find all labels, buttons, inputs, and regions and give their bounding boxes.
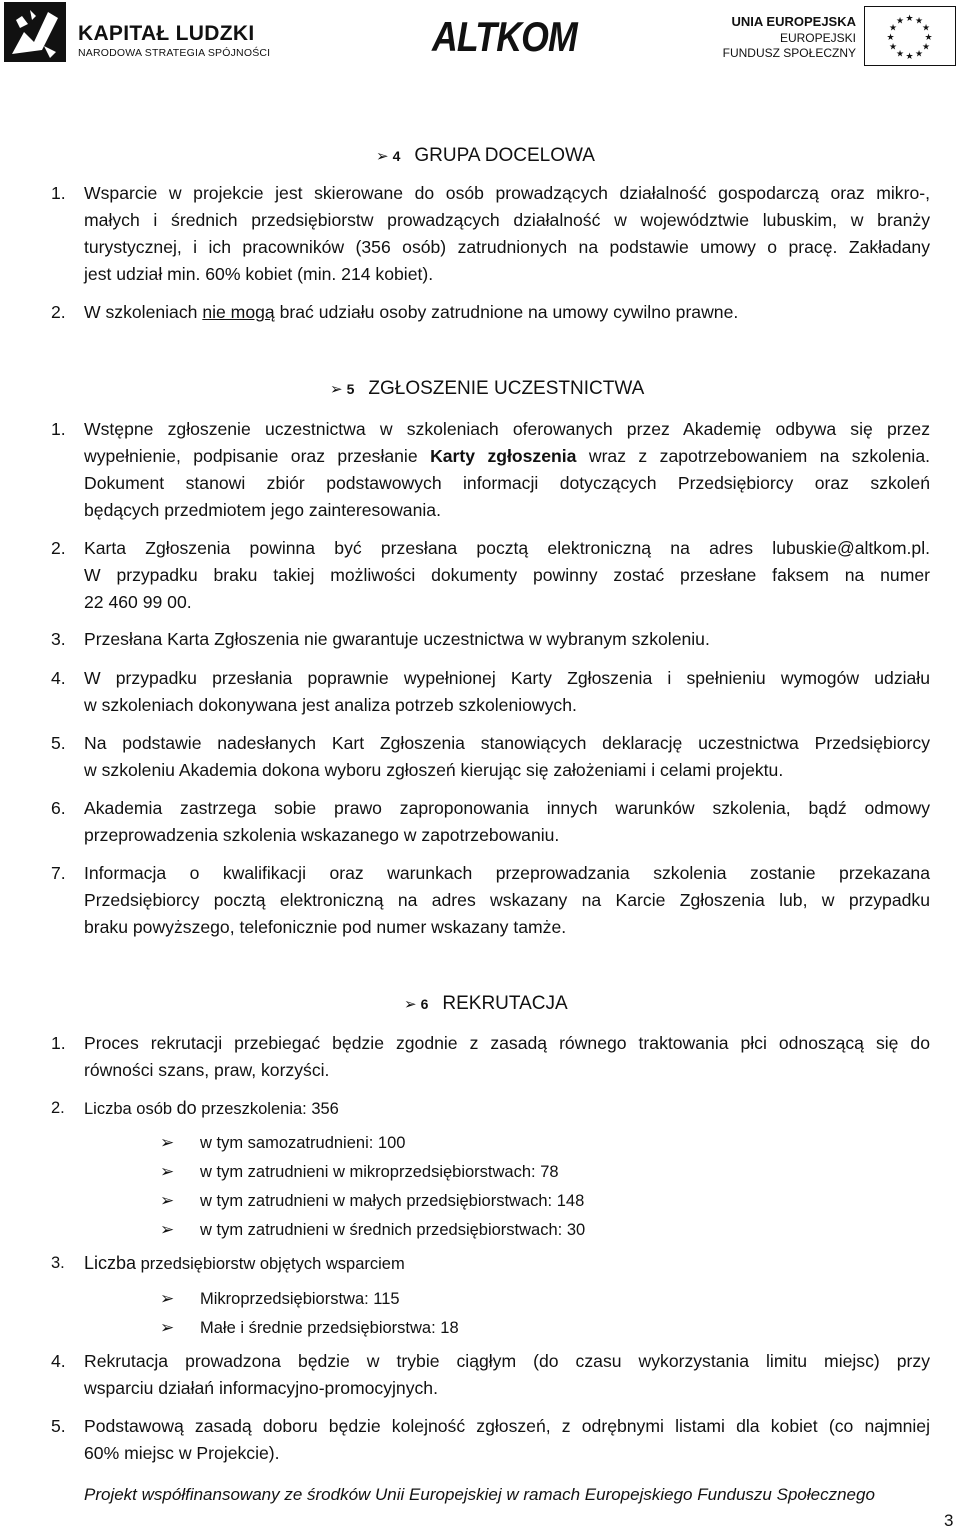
section-bullet-icon: ➢: [404, 996, 417, 1013]
paragraph-line: W przypadku braku takiej możliwości dokumenty powinny zostać przesłane faksem na numer: [84, 565, 930, 585]
list-item: Mikroprzedsiębiorstwa: 115: [200, 1290, 400, 1308]
list-item: w tym zatrudnieni w mikroprzedsiębiorstwach: 78: [200, 1163, 559, 1181]
paragraph-line: [84, 1095, 339, 1122]
paragraph-line: będących przedmiotem jego zainteresowania.: [84, 500, 441, 520]
paragraph-line: jest udział min. 60% kobiet (min. 214 kobiet).: [84, 264, 434, 284]
list-item: w tym zatrudnieni w małych przedsiębiorstwach: 148: [200, 1192, 585, 1210]
section-title: REKRUTACJA: [442, 993, 568, 1014]
text-run: wypełnienie, podpisanie oraz przesłanie: [84, 446, 431, 466]
arrow-bullet-icon: ➢: [160, 1289, 175, 1308]
text-run: W szkoleniach: [84, 302, 203, 322]
page-footer: Projekt współfinansowany ze środków Unii Europejskiej w ramach Europejskiego Funduszu Społecznego: [84, 1485, 875, 1504]
list-number: 2.: [51, 1099, 65, 1117]
paragraph-line: Informacja o kwalifikacji oraz warunkach przeprowadzania szkolenia zostanie przekazana: [84, 863, 930, 883]
section-number: 5: [346, 381, 355, 397]
eu-flag-icon: [864, 6, 956, 66]
paragraph-line: braku powyższego, telefonicznie pod numer wskazany tamże.: [84, 917, 567, 937]
paragraph-line: Dokument stanowi zbiór podstawowych informacji dotyczących Przedsiębiorcy oraz szkoleń: [84, 473, 930, 493]
eu-logo-line2: EUROPEJSKI: [779, 31, 856, 45]
list-item: w tym samozatrudnieni: 100: [200, 1134, 406, 1152]
text-run: do: [176, 1098, 197, 1118]
paragraph-line: Akademia zastrzega sobie prawo zaproponowania innych warunków szkolenia, bądź odmowy: [84, 798, 930, 818]
paragraph-line: Wsparcie w projekcie jest skierowane do osób prowadzących działalność gospodarczą oraz mikro-,: [84, 183, 930, 203]
altkom-logo: [432, 12, 577, 62]
text-run: brać udziału osoby zatrudnione na umowy cywilno prawne.: [274, 302, 739, 322]
arrow-bullet-icon: ➢: [160, 1162, 175, 1181]
paragraph-line: Proces rekrutacji przebiegać będzie zgodnie z zasadą równego traktowania płci odnoszącą się do: [84, 1033, 930, 1053]
text-run: Liczba osób: [84, 1100, 177, 1118]
eu-logo: [722, 6, 956, 66]
list-number: 1.: [51, 419, 66, 439]
arrow-bullet-icon: ➢: [160, 1318, 175, 1337]
svg-text:★: ★: [914, 49, 924, 60]
section-number: 6: [420, 996, 429, 1012]
arrow-bullet-icon: ➢: [160, 1191, 175, 1210]
paragraph-line: Podstawową zasadą doboru będzie kolejność zgłoszeń, z odrębnymi listami dla kobiet (co najmniej: [84, 1416, 930, 1436]
list-number: 4.: [51, 1351, 66, 1371]
paragraph-line: Przedsiębiorcy pocztą elektroniczną na adres wskazany na Karcie Zgłoszenia lub, w przypadku: [84, 890, 930, 910]
svg-text:★: ★: [921, 23, 931, 34]
list-number: 5.: [51, 1416, 66, 1436]
section-bullet-icon: ➢: [376, 148, 389, 165]
svg-text:★: ★: [914, 16, 924, 27]
svg-text:★: ★: [895, 49, 905, 60]
svg-text:★: ★: [905, 14, 914, 24]
section-6-heading: [404, 991, 568, 1018]
svg-text:★: ★: [888, 23, 898, 34]
section-5-heading: [330, 376, 644, 403]
paragraph-line: [84, 299, 738, 325]
paragraph-line: [84, 1250, 405, 1277]
section-number: 4: [392, 148, 401, 164]
text-run: przeszkolenia: 356: [196, 1100, 339, 1118]
list-item: w tym zatrudnieni w średnich przedsiębiorstwach: 30: [200, 1221, 586, 1239]
list-number: 6.: [51, 798, 66, 818]
list-number: 1.: [51, 1033, 66, 1053]
paragraph-line: Wstępne zgłoszenie uczestnictwa w szkoleniach oferowanych przez Akademię odbywa się przez: [84, 419, 930, 439]
paragraph-line: Rekrutacja prowadzona będzie w trybie ciągłym (do czasu wykorzystania limitu miejsc) przy: [84, 1351, 930, 1371]
list-number: 7.: [51, 863, 66, 883]
eu-logo-line3: FUNDUSZ SPOŁECZNY: [722, 46, 856, 60]
section-title: ZGŁOSZENIE UCZESTNICTWA: [368, 378, 645, 399]
list-number: 1.: [51, 183, 66, 203]
paragraph-line: w szkoleniu Akademia dokona wyboru zgłoszeń kierując się założeniami i celami projektu.: [84, 760, 784, 780]
paragraph-line: w szkoleniach dokonywana jest analiza potrzeb szkoleniowych.: [84, 695, 577, 715]
kapital-ludzki-emblem-icon: [4, 2, 66, 62]
svg-text:★: ★: [886, 33, 895, 43]
paragraph-line: równości szans, praw, korzyści.: [84, 1060, 330, 1080]
list-number: 4.: [51, 668, 66, 688]
svg-text:★: ★: [924, 33, 933, 43]
list-item: Małe i średnie przedsiębiorstwa: 18: [200, 1319, 459, 1337]
underlined-text: nie mogą: [202, 302, 275, 322]
text-run: Liczba: [84, 1253, 137, 1273]
list-number: 2.: [51, 538, 66, 558]
paragraph-line: przeprowadzenia szkolenia wskazanego w zapotrzebowaniu.: [84, 825, 560, 845]
svg-text:★: ★: [921, 42, 931, 53]
svg-text:★: ★: [895, 16, 905, 27]
paragraph-line: Karta Zgłoszenia powinna być przesłana pocztą elektroniczną na adres lubuskie@altkom.pl.: [84, 538, 930, 558]
svg-text:★: ★: [888, 42, 898, 53]
altkom-wordmark: ALTKOM: [432, 13, 577, 60]
paragraph-line: wsparciu działań informacyjno-promocyjnych.: [84, 1378, 438, 1398]
section-title: GRUPA DOCELOWA: [414, 145, 595, 166]
kapital-ludzki-logo: [4, 2, 271, 62]
paragraph-line: 22 460 99 00.: [84, 592, 192, 612]
svg-text:★: ★: [905, 52, 914, 62]
paragraph-line: [84, 443, 930, 469]
section-4-heading: [376, 143, 595, 170]
paragraph-line: 60% miejsc w Projekcie).: [84, 1443, 280, 1463]
list-number: 2.: [51, 302, 66, 322]
list-number: 3.: [51, 629, 66, 649]
paragraph-line: W przypadku przesłania poprawnie wypełnionej Karty Zgłoszenia i spełnieniu wymogów udziału: [84, 668, 930, 688]
kapital-ludzki-title: KAPITAŁ LUDZKI: [78, 22, 255, 45]
paragraph-line: Na podstawie nadesłanych Kart Zgłoszenia stanowiących deklarację uczestnictwa Przedsiębiorcy: [84, 733, 930, 753]
paragraph-line: Przesłana Karta Zgłoszenia nie gwarantuje uczestnictwa w wybranym szkoleniu.: [84, 629, 710, 649]
eu-logo-line1: UNIA EUROPEJSKA: [731, 14, 856, 29]
paragraph-line: małych i średnich przedsiębiorstw prowadzących działalność w województwie lubuskim, w branży: [84, 210, 930, 230]
paragraph-line: turystycznej, i ich pracowników (356 osób) zatrudnionych na podstawie umowy o pracę. Zakładany: [84, 237, 930, 257]
list-number: 3.: [51, 1254, 65, 1272]
page-number: 3: [944, 1511, 954, 1530]
arrow-bullet-icon: ➢: [160, 1220, 175, 1239]
kapital-ludzki-subtitle: NARODOWA STRATEGIA SPÓJNOŚCI: [78, 47, 271, 59]
bold-text: Karty zgłoszenia: [430, 446, 577, 466]
list-number: 5.: [51, 733, 66, 753]
text-run: przedsiębiorstw objętych wsparciem: [136, 1255, 405, 1273]
arrow-bullet-icon: ➢: [160, 1133, 175, 1152]
section-bullet-icon: ➢: [330, 381, 343, 398]
text-run: wraz z zapotrzebowaniem na szkolenia.: [576, 446, 930, 466]
